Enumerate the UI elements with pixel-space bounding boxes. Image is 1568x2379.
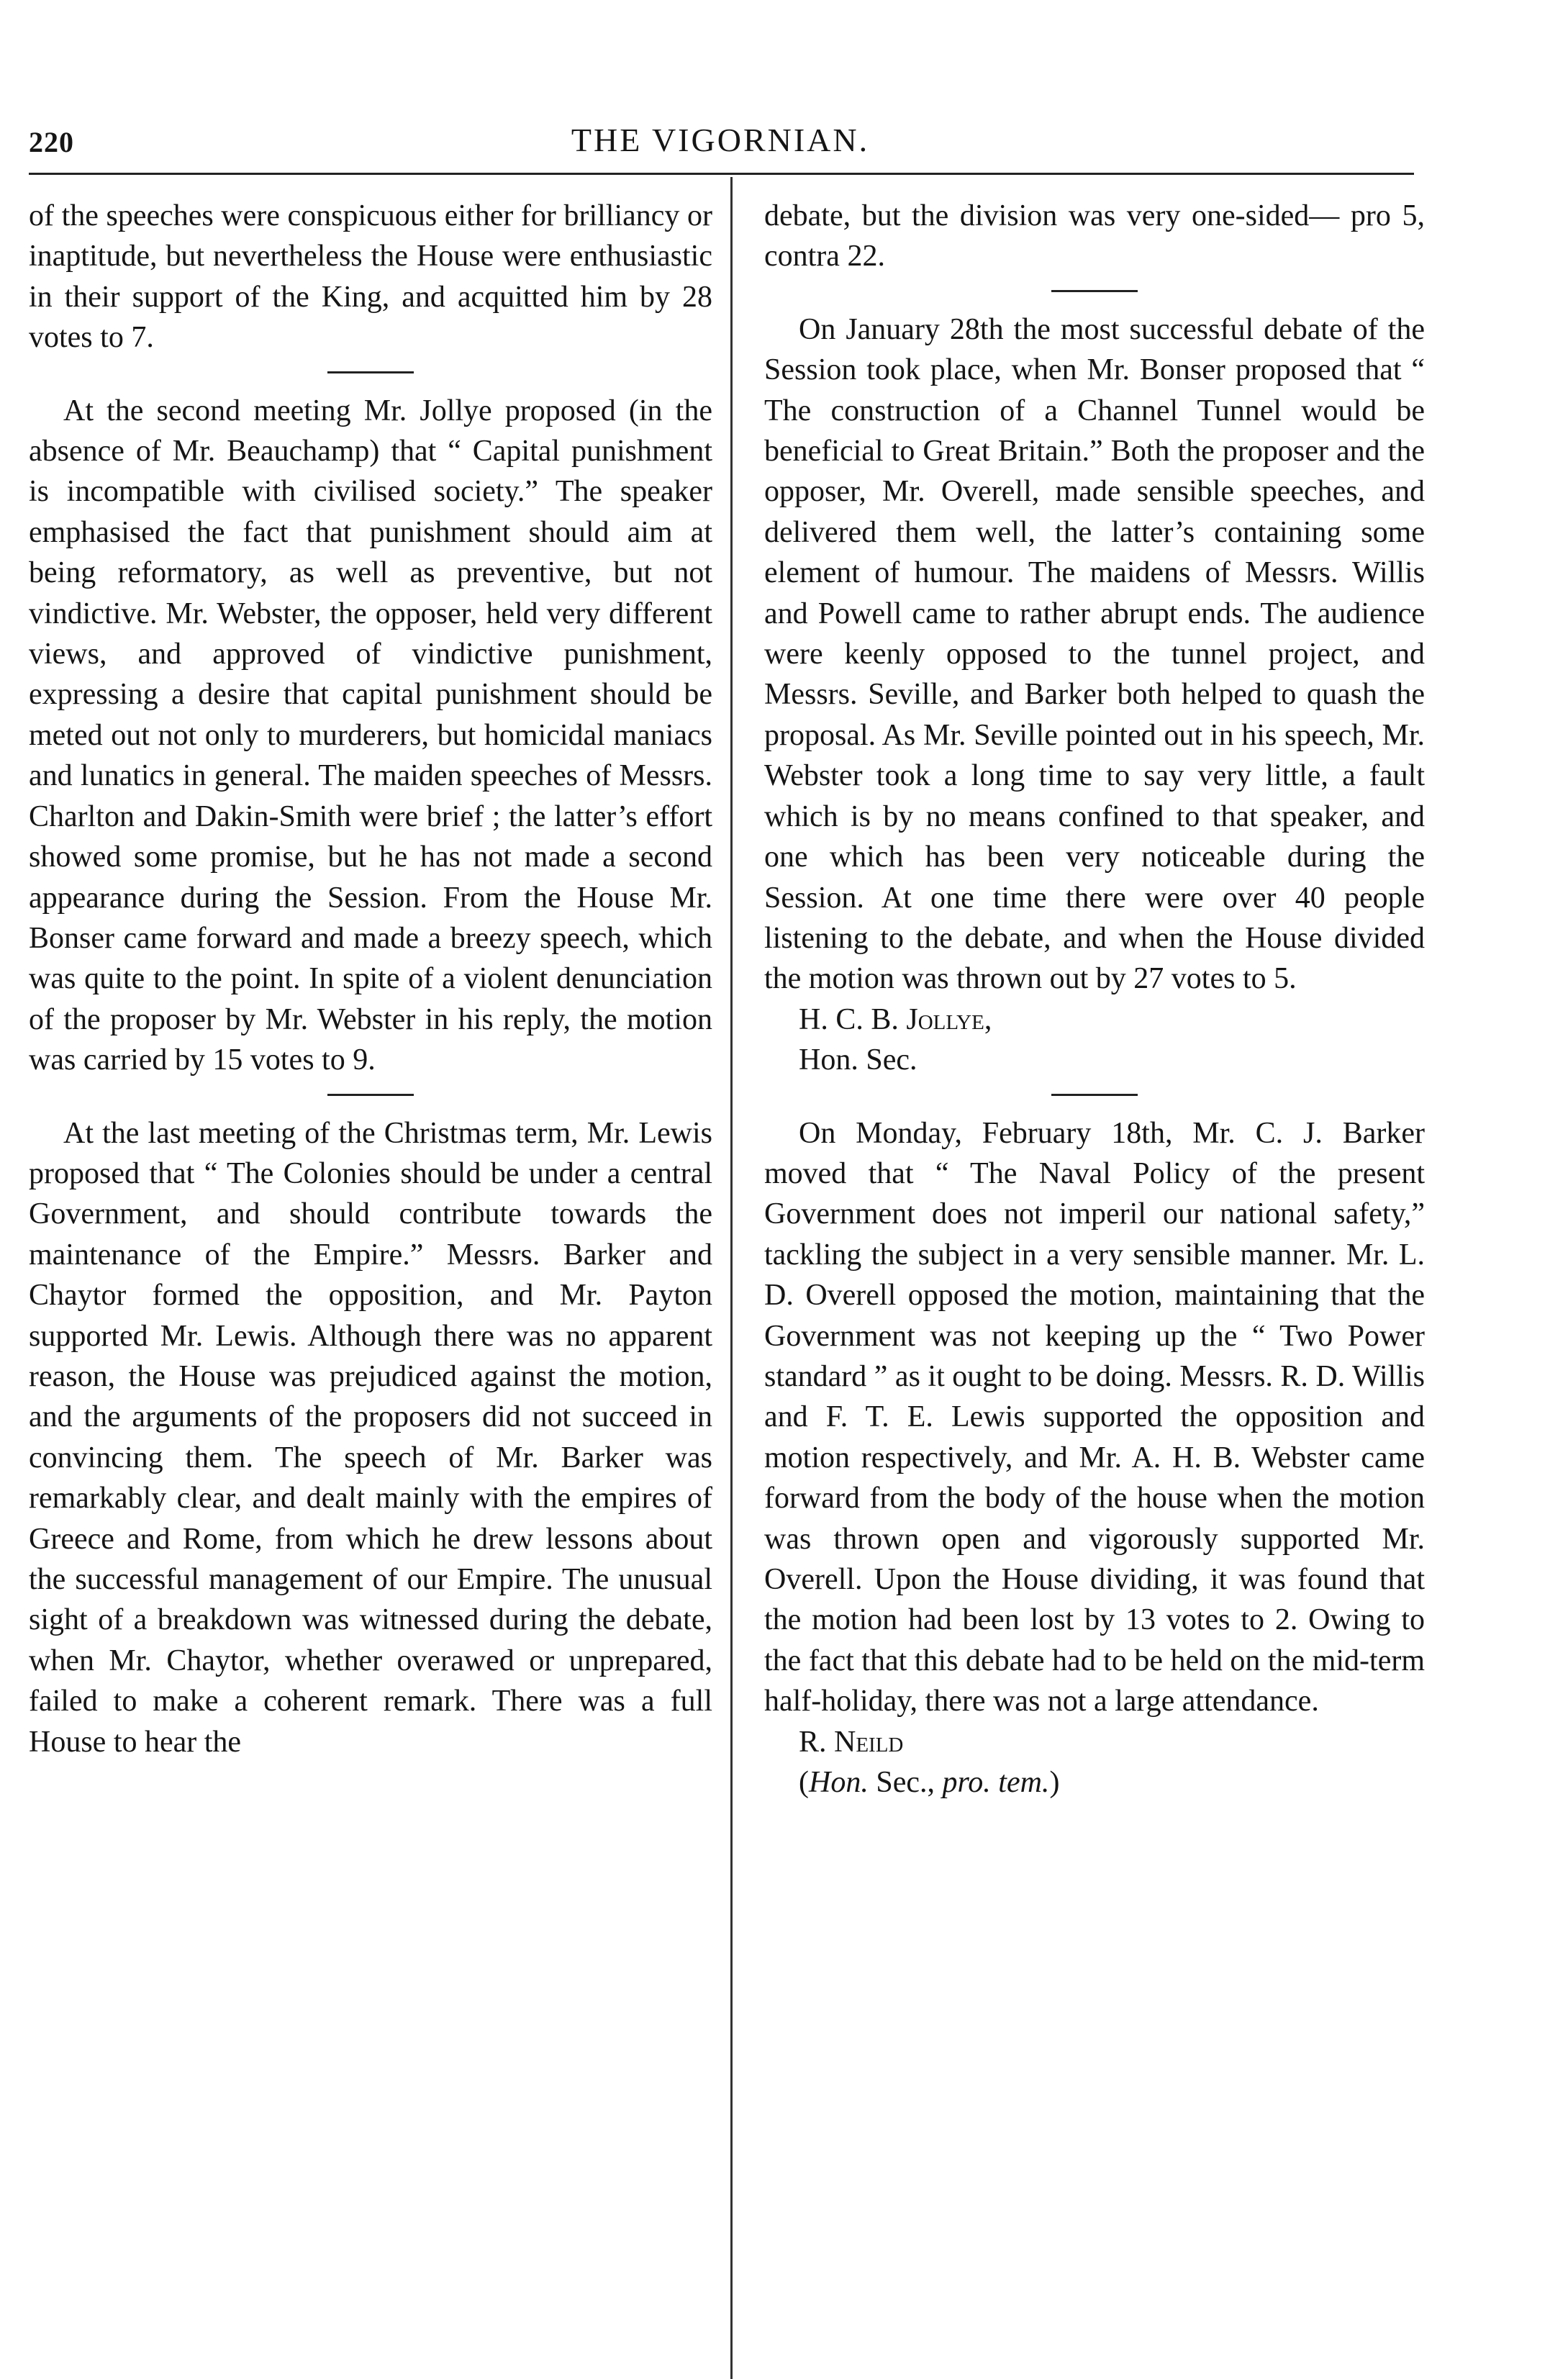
right-paragraph-1: debate, but the division was very one-sided— pro 5, contra 22. [764, 199, 1425, 273]
signature-title-neild [764, 1762, 1425, 1803]
signature-title-sec: Sec., [868, 1766, 943, 1800]
section-separator [1051, 290, 1138, 292]
right-paragraph-3: On Monday, February 18th, Mr. C. J. Barker moved that “ The Naval Policy of the present Government does not imperil our national safety,” tackling the subject in a very sensible manner. Mr. L. D. Overell opposed the motion, maintaining that the Government was not keeping up the “ Two Power standard ” as it ought to be doing. Messrs. R. D. Willis and F. T. E. Lewis supported the opposition and motion respectively, and Mr. A. H. B. Webster came forward from the body of the house when the motion was thrown open and vigorously supported Mr. Overell. Upon the House dividing, it was found that the motion had been lost by 13 votes to 2. Owing to the fact that this debate had to be held on the mid-term half-holiday, there was not a large attendance. [764, 1116, 1425, 1718]
signature-name-neild: R. Neild [799, 1725, 904, 1759]
right-paragraph-2: On January 28th the most successful debate of the Session took place, when Mr. Bonser proposed that “ The construction of a Channel Tunnel would be beneficial to Great Britain.” Both the proposer and the opposer, Mr. Overell, made sensible speeches, and delivered them well, the latter’s containing some element of humour. The maidens of Messrs. Willis and Powell came to rather abrupt ends. The audience were keenly opposed to the tunnel project, and Messrs. Seville, and Barker both helped to quash the proposal. As Mr. Seville pointed out in his speech, Mr. Webster took a long time to say very little, a fault which is by no means confined to that speaker, and one which has been very noticeable during the Session. At one time there were over 40 people listening to the debate, and when the House divided the motion was thrown out by 27 votes to 5. [764, 312, 1425, 996]
right-column [764, 196, 1425, 1803]
signature-title-open: ( [799, 1766, 809, 1800]
page-header [29, 121, 1412, 168]
section-separator [327, 1094, 414, 1096]
section-separator [1051, 1094, 1138, 1096]
left-column [29, 196, 712, 1762]
signature-title-close: ) [1049, 1766, 1060, 1800]
left-paragraph-3: At the last meeting of the Christmas term, Mr. Lewis proposed that “ The Colonies should be under a central Government, and should contribute towards the maintenance of the Empire.” Messrs. Barker and Chaytor formed the opposition, and Mr. Payton supported Mr. Lewis. Although there was no apparent reason, the House was prejudiced against the motion, and the arguments of the proposers did not succeed in convincing them. The speech of Mr. Barker was remarkably clear, and dealt mainly with the empires of Greece and Rome, from which he drew lessons about the successful management of our Empire. The unusual sight of a breakdown was witnessed during the debate, when Mr. Chaytor, whether overawed or unprepared, failed to make a coherent remark. There was a full House to hear the [29, 1116, 712, 1759]
page-number: 220 [29, 126, 74, 158]
section-separator [327, 371, 414, 373]
left-paragraph-2: At the second meeting Mr. Jollye proposed (in the absence of Mr. Beauchamp) that “ Capital punishment is incompatible with civilised society.” The speaker emphasised the fact that punishment should aim at being reformatory, as well as preventive, but not vindictive. Mr. Webster, the opposer, held very different views, and approved of vindictive punishment, expressing a desire that capital punishment should be meted out not only to murderers, but homicidal maniacs and lunatics in general. The maiden speeches of Messrs. Charlton and Dakin-Smith were brief ; the latter’s effort showed some promise, but he has not made a second appearance during the Session. From the House Mr. Bonser came forward and made a breezy speech, which was quite to the point. In spite of a violent denunciation of the proposer by Mr. Webster in his reply, the motion was carried by 15 votes to 9. [29, 394, 712, 1077]
signature-title-hon: Hon. [809, 1766, 869, 1800]
signature-name-jollye: H. C. B. Jollye, [799, 1002, 992, 1036]
header-rule [29, 173, 1414, 175]
left-paragraph-1: of the speeches were conspicuous either for brilliancy or inaptitude, but nevertheless the House were enthusiastic in their support of the King, and acquitted him by 28 votes to 7. [29, 199, 712, 355]
column-divider [730, 177, 733, 2379]
signature-title-pro-tem: pro. tem. [942, 1766, 1050, 1800]
journal-title: THE VIGORNIAN. [571, 122, 870, 158]
signature-title-jollye: Hon. Sec. [799, 1043, 917, 1077]
